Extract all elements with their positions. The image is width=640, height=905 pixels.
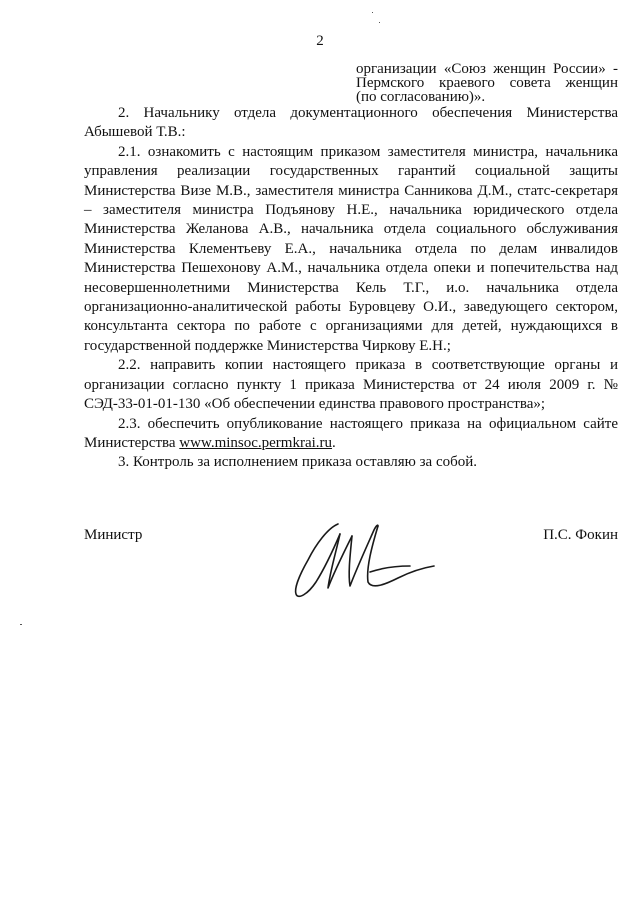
paragraph-2-3 — [84, 415, 618, 454]
signer-title: Министр — [84, 527, 143, 543]
addressee-line: организации «Союз женщин России» - — [356, 61, 618, 77]
paragraph-2-1: 2.1. ознакомить с настоящим приказом заместителя министра, начальника управления реализации государственных гарантий социальной защиты Министерства Визе М.В., заместителя министра Санникова Д.М., статс-секретаря – заместителя министра Подъянову Н.Е., начальника юридического отдела Министерства Желанова А.В., начальника отдела социального обслуживания Министерства Клементьеву Е.А., начальника отдела по делам инвалидов Министерства Пешехонову А.М., начальника отдела опеки и попечительства над несовершеннолетними Министерства Кель Т.Г., и.о. начальника отдела организационно-аналитической работы Буровцеву О.И., заведующего сектором, консультанта сектора по работе с организациями для детей, нуждающихся в государственной поддержке Министерства Чиркову Е.Н.; — [84, 143, 618, 354]
paragraph-2-2: 2.2. направить копии настоящего приказа в соответствующие органы и организации согласно пункту 1 приказа Министерства от 24 июля 2009 г. № СЭД-33-01-01-130 «Об обеспечении единства правового пространства»; — [84, 357, 618, 413]
scan-speck — [372, 12, 373, 13]
website-link[interactable]: www.minsoc.permkrai.ru — [179, 434, 333, 451]
scan-speck — [379, 22, 380, 23]
paragraph-2-3-end: . — [332, 434, 336, 451]
paragraph-2-3-text: 2.3. обеспечить опубликование настоящего приказа на официальном сайте Министерства — [84, 415, 618, 451]
paragraph-3: 3. Контроль за исполнением приказа оставляю за собой. — [118, 454, 478, 471]
addressee-line: (по согласованию)». — [356, 89, 486, 105]
scan-speck — [20, 624, 22, 625]
addressee-line: Пермского краевого совета женщин — [356, 75, 618, 91]
addressee-continuation — [356, 62, 618, 104]
document-body — [84, 104, 618, 473]
paragraph-2: 2. Начальнику отдела документационного обеспечения Министерства Абышевой Т.В.: — [84, 105, 618, 141]
signer-name: П.С. Фокин — [543, 527, 618, 543]
handwritten-signature — [286, 512, 436, 604]
page-number: 2 — [316, 33, 324, 49]
